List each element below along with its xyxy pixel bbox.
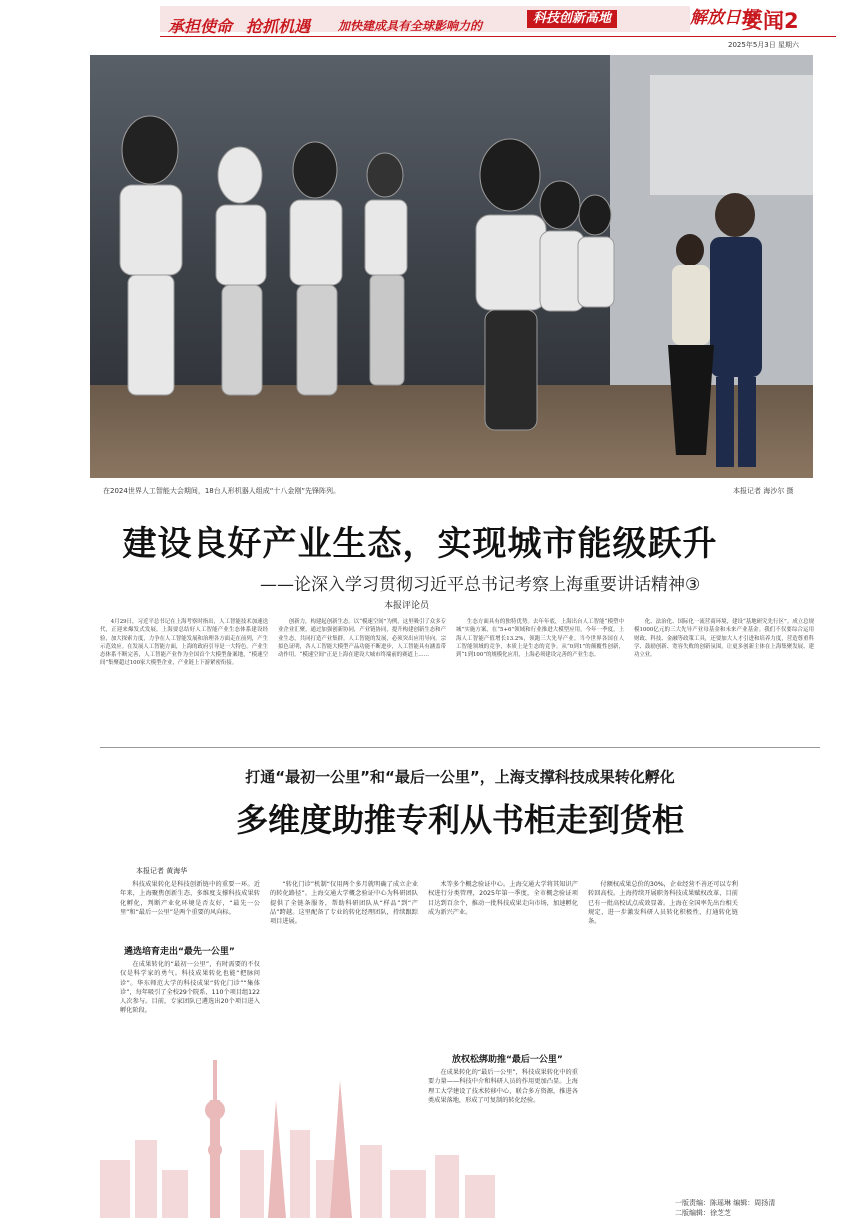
editor-line: 二版编辑：徐芝芝 bbox=[675, 1209, 731, 1217]
article2-column bbox=[270, 880, 418, 926]
article2-paragraph: “转化门诊”机制“仅用两个多月就明确了成立企业的转化路径”。上海交通大学概念验证中心为科研团队提供了全链条服务，帮助科研团队从“样品”到“产品”跨越。这里配备了专业的转化经理团队，持续跟踪项目进展。 bbox=[270, 881, 418, 926]
article2-subhead: 放权松绑助推“最后一公里” bbox=[452, 1055, 563, 1065]
editor-credits bbox=[675, 1198, 775, 1218]
slogan-part1: 承担使命 bbox=[168, 17, 233, 36]
robot-photo-illustration bbox=[90, 55, 813, 478]
slogan-part2: 抢抓机遇 bbox=[246, 17, 311, 36]
article1-title: 建设良好产业生态，实现城市能级跃升 bbox=[122, 524, 718, 564]
article2-paragraph: 术等多个概念验证中心。上海交通大学将其知识产权进行分类管理，2025年第一季度，全市概念验证项目达到百余个，推动一批科技成果走向市场，加速孵化成为新兴产业。 bbox=[428, 881, 578, 916]
article2-kicker: 打通“最初一公里”和“最后一公里”，上海支撑科技成果转化孵化 bbox=[245, 768, 675, 786]
article2-paragraph: 科技成果转化是科技创新链中的重要一环。近年来，上海聚焦创新生态，多维度支撑科技成果转化孵化，判断产业化环境是否友好，“最先一公里”和“最后一公里”是两个重要的风向标。 bbox=[120, 881, 260, 916]
editor-line: 一版责编：陈瑶琳 编辑：周扬清 bbox=[675, 1199, 776, 1207]
article2-column bbox=[588, 880, 738, 926]
newspaper-logo: 解放日报 bbox=[690, 8, 758, 28]
section-divider bbox=[100, 747, 820, 748]
page-header bbox=[0, 0, 841, 49]
article2-subhead: 遴选培育走出“最先一公里” bbox=[124, 947, 235, 957]
article1-column bbox=[278, 618, 446, 659]
slogan-tag: 科技创新高地 bbox=[527, 10, 617, 28]
article2-paragraph: 在成果转化的“最后一公里”，科技成果转化中的重要力量——科技中介和科研人员的作用更加凸显。上海理工大学建设了技术转移中心，联合多方资源，推进各类成果落地，形成了可复制的转化经验。 bbox=[428, 1069, 578, 1104]
robot-photo bbox=[90, 55, 813, 478]
article1-paragraph: 4月29日，习近平总书记在上海考察时指出，人工智能技术加速迭代，正迎来爆发式发展。上海要总结好人工智能产业生态体系建设经验，加大探索力度，力争在人工智能发展和治理各方面走在前列，产生示范效应。在发展人工智能方面，上海的政府引导是一大特色。产业生态体系不断完善，人工智能产业作为全国首个大模型备案地，“模速空间”集聚超过100家大模型企业，产业链上下游紧密衔接。 bbox=[100, 619, 268, 667]
header-rule bbox=[160, 36, 836, 37]
section-name: 要闻2 bbox=[742, 9, 799, 33]
article2-title: 多维度助推专利从书柜走到货柜 bbox=[235, 801, 684, 839]
article1-column bbox=[456, 618, 624, 659]
article2-column bbox=[120, 960, 260, 1016]
article2-column bbox=[428, 880, 578, 917]
article2-author: 本报记者 黄海华 bbox=[136, 867, 188, 875]
article2-column bbox=[120, 880, 260, 917]
article1-paragraph: 创新力，构建起创新生态。以“模速空间”为例，这里吸引了众多专业企业汇聚，通过加强创新协同，产业链协同，提升构建创新生态和产业生态，共同打造产业集群。人工智能的发展，必须突出应用导向。宗拟色证明，各人工智能大模型产品功能不断进步，人工智能具有涵盖带动作用。“模速空间”正是上海在建设大城市终端前的赛道上…… bbox=[278, 619, 446, 659]
article1-paragraph: 生态方面具有的独特优势。去年年底，上海出台人工智能“模塑中城”实施方案，在“5+6”领域和行业推进大模型应用，今年一季度，上海人工智能产值增长13.2%，领跑三大先导产业。当今世界各国在人工智能领域的竞争，本质上是生态的竞争。从“0到1”的颠覆性创新，到“1到100”的规模化应用，上海必须建设完善的产业生态。 bbox=[456, 619, 624, 659]
slogan-banner bbox=[160, 6, 690, 36]
article2-paragraph: 付额权成果总价的30%，企业经营不善还可以专利转回高校。上海持续开展职务科技成果赋权改革，目前已有一批高校试点成效显著。上海在全国率先出台相关规定，进一步激发科研人员转化积极性，打通转化链条。 bbox=[588, 881, 738, 926]
photo-caption: 在2024世界人工智能大会期间，18台人形机器人组成“十八金刚”先锋阵列。 bbox=[103, 487, 340, 495]
slogan-sub: 加快建成具有全球影响力的 bbox=[338, 19, 483, 33]
article1-column bbox=[100, 618, 268, 668]
skyline-illustration bbox=[90, 1040, 510, 1218]
article2-paragraph: 在成果转化的“最初一公里”，有时需要的不仅仅是科学家的勇气。科技成果转化也能“把脉问诊”。华东师范大学的科技成果“转化门诊”“集体诊”，每年吸引了全校29个院系、110个项目组122人次参与。目前，专家团队已遴选出20个项目进入孵化阶段。 bbox=[120, 961, 260, 1015]
article1-subtitle: ——论深入学习贯彻习近平总书记考察上海重要讲话精神③ bbox=[260, 575, 701, 595]
skyline-graphic bbox=[90, 1040, 510, 1218]
issue-date: 2025年5月3日 星期六 bbox=[728, 41, 799, 49]
photo-credit: 本报记者 海沙尔 摄 bbox=[733, 487, 794, 495]
article1-column bbox=[634, 618, 814, 659]
article1-paragraph: 化、法治化、国际化一流营商环境，建设“基地研究先行区”。成立总规模1000亿元的三大先导产业母基金和未来产业基金。我们不仅要综合运用财政、科技、金融等政策工具，还要加大人才引进和培养力度，营造尊重科学、鼓励创新、宽容失败的创新氛围，让更多创新主体在上海集聚发展、建功立业。 bbox=[634, 619, 814, 659]
article1-author: 本报评论员 bbox=[384, 601, 430, 611]
